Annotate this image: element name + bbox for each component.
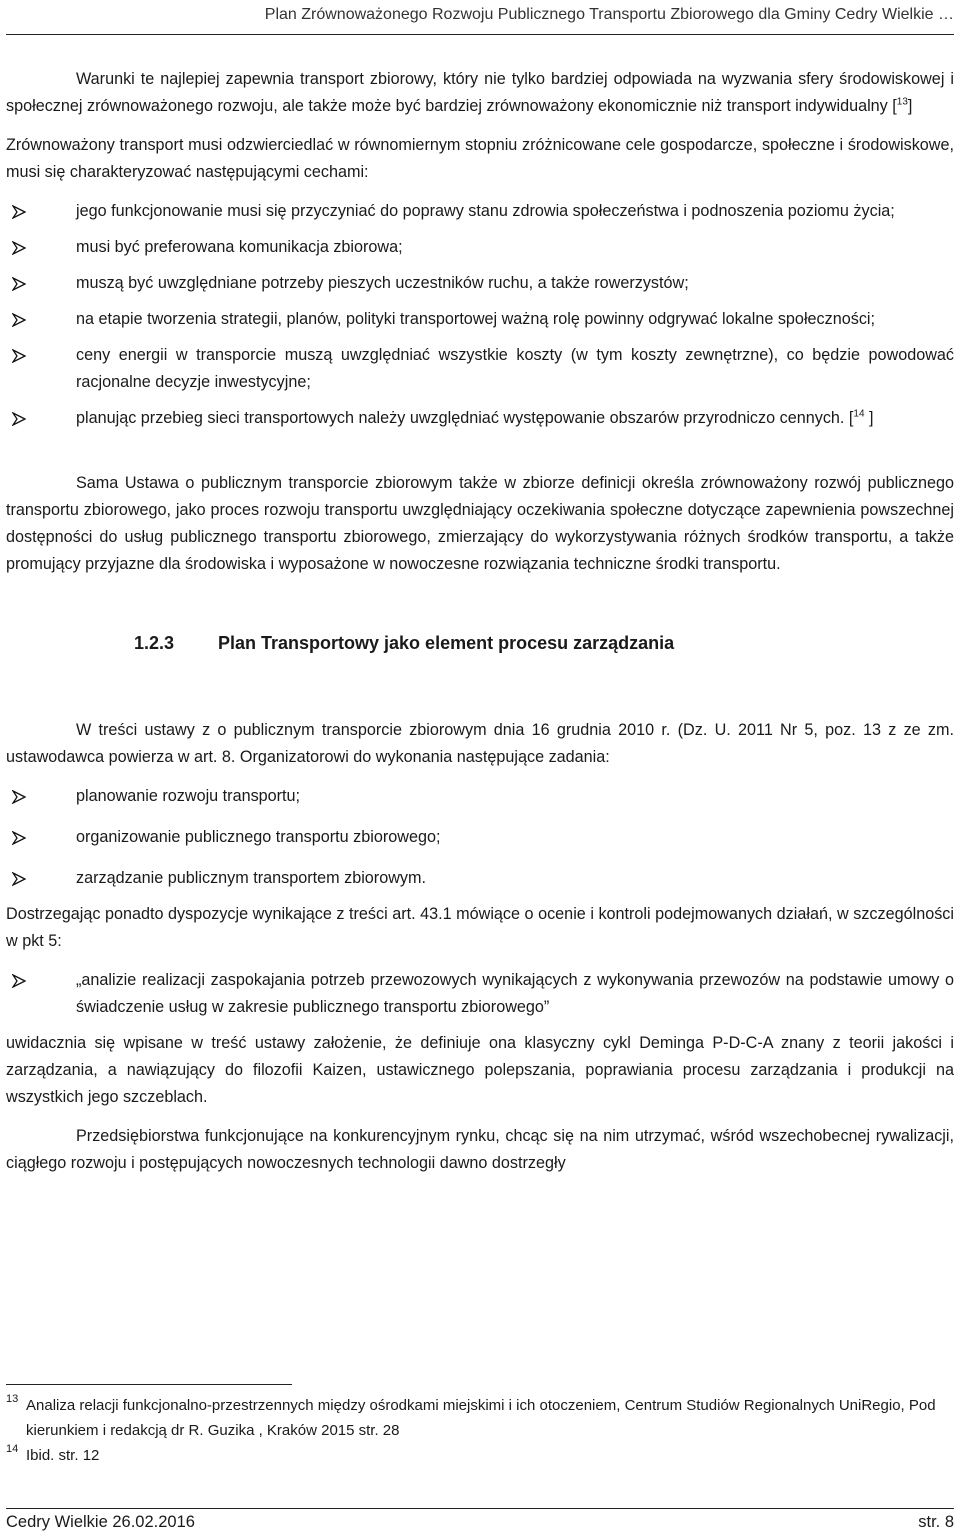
list-item: na etapie tworzenia strategii, planów, polityki transportowej ważną rolę powinny odgrywać lokalne społeczności; xyxy=(6,306,954,333)
arrow-bullet-icon xyxy=(12,831,26,845)
arrow-bullet-icon xyxy=(12,205,26,219)
list-item: ceny energii w transporcie muszą uwzględniać wszystkie koszty (w tym koszty zewnętrzne), co będzie powodować racjonalne decyzje inwestycyjne; xyxy=(6,342,954,396)
arrow-bullet-icon xyxy=(12,974,26,988)
list-item: zarządzanie publicznym transportem zbiorowym. xyxy=(6,865,954,892)
arrow-bullet-icon xyxy=(12,412,26,426)
paragraph-4: W treści ustawy z o publicznym transporcie zbiorowym dnia 16 grudnia 2010 r. (Dz. U. 2011 Nr 5, poz. 13 z ze zm. ustawodawca powierza w art. 8. Organizatorowi do wykonania następujące zadania: xyxy=(6,721,954,766)
arrow-bullet-icon xyxy=(12,241,26,255)
paragraph-1: Warunki te najlepiej zapewnia transport zbiorowy, który nie tylko bardziej odpowiada na wyzwania sfery środowiskowej i społecznej zrównoważonego rozwoju, ale także może być bardziej zrównoważony ekonomicznie niż transport indywidualny [$^{13}$] xyxy=(6,70,954,115)
paragraph-5: Dostrzegając ponadto dyspozycje wynikające z treści art. 43.1 mówiące o ocenie i kontroli podejmowanych działań, w szczególności w pkt 5: xyxy=(6,905,954,950)
footnote-14: 14 Ibid. str. 12 xyxy=(6,1443,100,1464)
page-number: str. 8 xyxy=(918,1513,954,1531)
arrow-bullet-icon xyxy=(12,277,26,291)
section-number: 1.2.3 xyxy=(134,633,175,653)
paragraph-6: uwidacznia się wpisane w treść ustawy założenie, że definiuje ona klasyczny cykl Deminga P-D-C-A znany z teorii jakości i zarządzania, a nawiązujący do filozofii Kaizen, ustawicznego polepszania, poprawiania procesu zarządzania i produkcji na wszystkich jego szczeblach. xyxy=(6,1034,954,1106)
document-body xyxy=(6,66,954,1177)
paragraph-2: Zrównoważony transport musi odzwierciedlać w równomiernym stopniu zróżnicowane cele gospodarcze, społeczne i środowiskowe, musi się charakteryzować następującymi cechami: xyxy=(6,136,954,181)
list-item: planowanie rozwoju transportu; xyxy=(6,783,954,810)
list-item: musi być preferowana komunikacja zbiorowa; xyxy=(6,234,954,261)
arrow-bullet-icon xyxy=(12,872,26,886)
page-header xyxy=(6,0,954,35)
list-item: jego funkcjonowanie musi się przyczyniać do poprawy stanu zdrowia społeczeństwa i podnoszenia poziomu życia; xyxy=(6,198,954,225)
list-item: muszą być uwzględniane potrzeby pieszych uczestników ruchu, a także rowerzystów; xyxy=(6,270,954,297)
list-item: organizowanie publicznego transportu zbiorowego; xyxy=(6,824,954,851)
arrow-bullet-icon xyxy=(12,349,26,363)
header-title: Plan Zrównoważonego Rozwoju Publicznego Transportu Zbiorowego dla Gminy Cedry Wielkie … xyxy=(264,6,954,23)
footer-date: Cedry Wielkie 26.02.2016 xyxy=(6,1513,195,1531)
footnote-13: 13 Analiza relacji funkcjonalno-przestrzennych między ośrodkami miejskimi i ich otoczeniem, Centrum Studiów Regionalnych UniRegio, Pod kierunkiem i redakcją dr R. Guzika , Kraków 2015 str. 28 xyxy=(6,1393,936,1439)
list-item: planując przebieg sieci transportowych należy uwzględniać występowanie obszarów przyrodniczo cennych. [$^{14}$ ] xyxy=(6,405,954,432)
footnote-ref-13[interactable]: 13 xyxy=(896,96,908,108)
page-footer xyxy=(6,1508,954,1539)
paragraph-7: Przedsiębiorstwa funkcjonujące na konkurencyjnym rynku, chcąc się na nim utrzymać, wśród wszechobecnej rywalizacji, ciągłego rozwoju i postępujących nowoczesnych technologii dawno dostrzegły xyxy=(6,1127,954,1172)
arrow-bullet-icon xyxy=(12,313,26,327)
footnote-ref-14[interactable]: 14 xyxy=(853,408,865,420)
section-title: Plan Transportowy jako element procesu zarządzania xyxy=(218,633,675,653)
tasks-list xyxy=(6,783,954,892)
arrow-bullet-icon xyxy=(12,790,26,804)
section-heading xyxy=(6,630,954,657)
footnotes xyxy=(6,1384,954,1468)
features-list xyxy=(6,198,954,432)
footnote-separator xyxy=(6,1384,292,1385)
quote-list xyxy=(6,967,954,1021)
paragraph-3: Sama Ustawa o publicznym transporcie zbiorowym także w zbiorze definicji określa zrównoważony rozwój publicznego transportu zbiorowego, jako proces rozwoju transportu uwzględniający oczekiwania społeczne dotyczące zapewnienia powszechnej dostępności do usług publicznego transportu zbiorowego, zmierzający do wykorzystywania różnych środków transportu, a także promujący przyjazne dla środowiska i wyposażone w nowoczesne rozwiązania techniczne środki transportu. xyxy=(6,474,954,573)
list-item: „analizie realizacji zaspokajania potrzeb przewozowych wynikających z wykonywania przewozów na podstawie umowy o świadczenie usług w zakresie publicznego transportu zbiorowego” xyxy=(6,967,954,1021)
